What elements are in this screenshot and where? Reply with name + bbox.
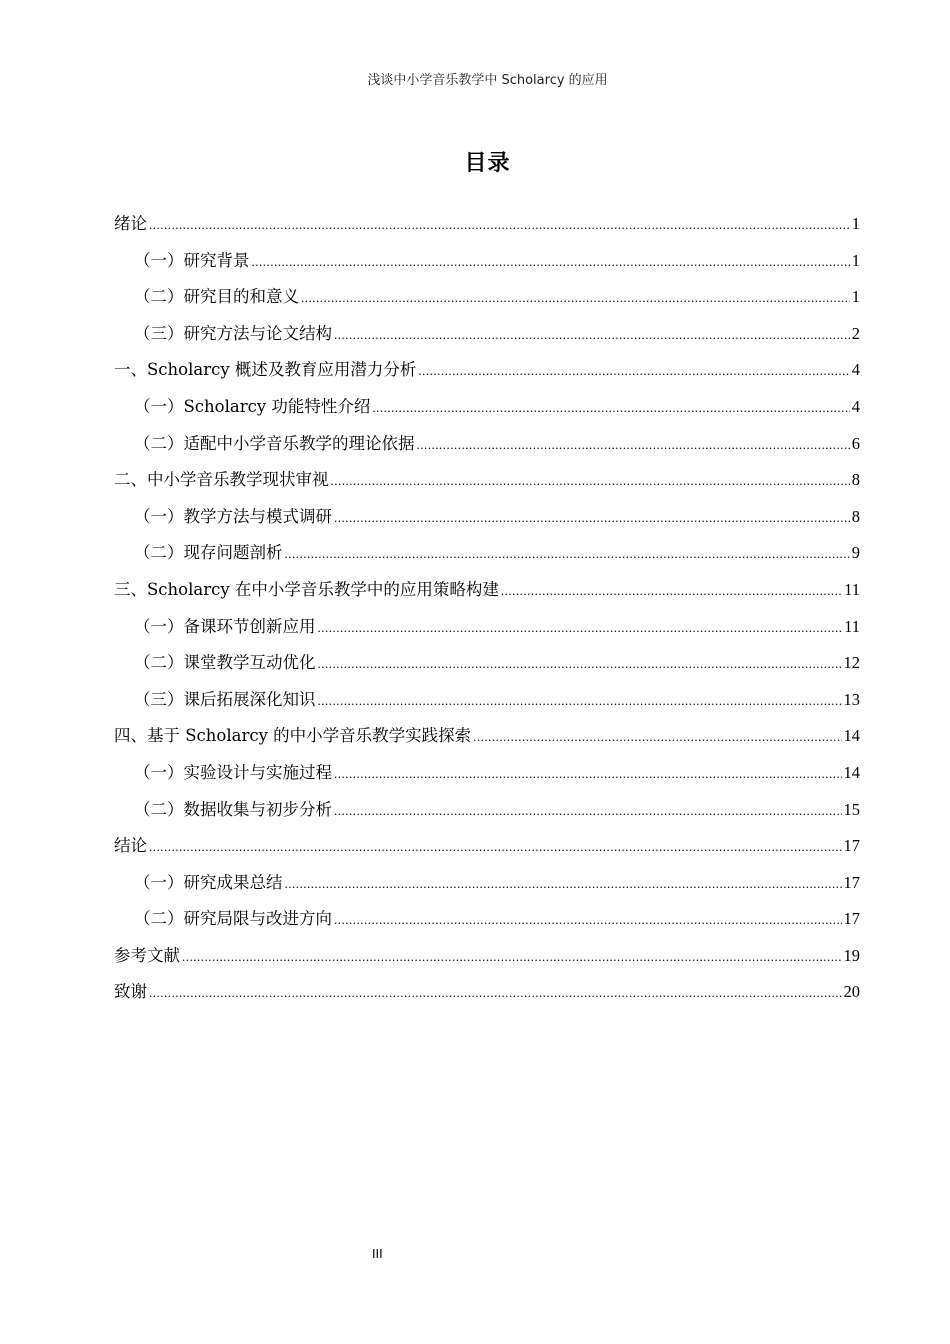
toc-entry[interactable]: [114, 462, 860, 499]
toc-entry-label: 致谢: [114, 982, 147, 1002]
toc-entry-label: （一）研究背景: [134, 250, 250, 270]
toc-entry-label: （一）教学方法与模式调研: [134, 506, 332, 526]
toc-entry-page: 1: [851, 214, 860, 233]
toc-entry[interactable]: [114, 755, 860, 792]
toc-dot-leader: [334, 902, 842, 939]
toc-dot-leader: [149, 829, 842, 866]
toc-entry-page: 1: [851, 250, 860, 270]
toc-entry-page: 12: [843, 653, 860, 673]
toc-entry-label: 二、中小学音乐教学现状审视: [114, 470, 329, 490]
toc-entry[interactable]: [114, 352, 860, 389]
toc-entry-page: 19: [843, 945, 860, 965]
toc-entry-page: 14: [843, 762, 860, 782]
toc-dot-leader: [182, 939, 842, 976]
toc-dot-leader: [318, 646, 842, 683]
toc-entry-label: （二）课堂教学互动优化: [134, 653, 316, 673]
toc-dot-leader: [331, 463, 850, 500]
toc-entry-page: 4: [851, 360, 860, 380]
toc-entry-label: 三、Scholarcy 在中小学音乐教学中的应用策略构建: [114, 579, 499, 599]
toc-entry-label: （一）备课环节创新应用: [134, 616, 316, 636]
toc-entry[interactable]: [114, 572, 860, 609]
toc-entry-label: （一）实验设计与实施过程: [134, 762, 332, 782]
toc-dot-leader: [252, 244, 850, 281]
toc-entry[interactable]: [114, 718, 860, 755]
toc-entry[interactable]: [114, 828, 860, 865]
toc-entry-label: （一）研究成果总结: [134, 872, 283, 892]
toc-entry[interactable]: [114, 279, 860, 316]
toc-entry-page: 2: [851, 323, 860, 343]
toc-entry[interactable]: [114, 426, 860, 463]
table-of-contents: [114, 206, 860, 1011]
toc-entry-page: 8: [851, 470, 860, 490]
toc-entry[interactable]: [114, 316, 860, 353]
toc-dot-leader: [334, 317, 850, 354]
toc-entry-page: 13: [843, 689, 860, 709]
toc-entry-page: 9: [851, 543, 860, 563]
toc-entry[interactable]: [114, 535, 860, 572]
toc-entry-page: 14: [843, 726, 860, 746]
toc-entry-label: （一）Scholarcy 功能特性介绍: [134, 396, 371, 416]
page-number: III: [372, 1247, 383, 1261]
toc-dot-leader: [501, 573, 842, 610]
toc-dot-leader: [334, 756, 842, 793]
toc-entry[interactable]: [114, 938, 860, 975]
toc-entry-label: （二）数据收集与初步分析: [134, 799, 332, 819]
toc-entry-page: 1: [851, 287, 860, 307]
toc-entry[interactable]: [114, 389, 860, 426]
toc-entry[interactable]: [114, 974, 860, 1011]
toc-entry-page: 17: [843, 872, 860, 892]
toc-dot-leader: [334, 500, 850, 537]
toc-entry[interactable]: [114, 243, 860, 280]
toc-entry-page: 4: [851, 396, 860, 416]
toc-entry-label: （二）研究目的和意义: [134, 287, 299, 307]
toc-entry[interactable]: [114, 792, 860, 829]
toc-entry-page: 6: [851, 433, 860, 453]
toc-entry[interactable]: [114, 609, 860, 646]
toc-entry-page: 11: [844, 579, 860, 599]
toc-dot-leader: [334, 793, 842, 830]
toc-dot-leader: [417, 427, 850, 464]
toc-entry-label: （二）研究局限与改进方向: [134, 909, 332, 929]
toc-dot-leader: [473, 719, 841, 756]
toc-entry-label: 结论: [114, 836, 147, 856]
toc-entry-label: （三）课后拓展深化知识: [134, 689, 316, 709]
toc-dot-leader: [418, 353, 849, 390]
toc-entry[interactable]: [114, 499, 860, 536]
toc-entry-page: 8: [851, 506, 860, 526]
toc-entry-label: 四、基于 Scholarcy 的中小学音乐教学实践探索: [114, 726, 472, 746]
toc-dot-leader: [149, 207, 850, 244]
toc-dot-leader: [318, 683, 842, 720]
toc-entry-page: 15: [843, 799, 860, 819]
toc-entry-label: （二）现存问题剖析: [134, 543, 283, 563]
toc-dot-leader: [149, 975, 842, 1012]
running-header: 浅谈中小学音乐教学中 Scholarcy 的应用: [367, 73, 608, 88]
toc-title: 目录: [464, 151, 511, 176]
toc-entry-label: （二）适配中小学音乐教学的理论依据: [134, 433, 415, 453]
toc-entry-page: 20: [843, 982, 860, 1002]
toc-entry-label: （三）研究方法与论文结构: [134, 323, 332, 343]
toc-dot-leader: [285, 866, 842, 903]
toc-entry-label: 参考文献: [114, 945, 180, 965]
toc-entry[interactable]: [114, 682, 860, 719]
toc-dot-leader: [301, 280, 850, 317]
toc-entry-label: 绪论: [114, 214, 147, 233]
toc-entry-page: 17: [843, 836, 860, 856]
toc-entry-page: 17: [843, 909, 860, 929]
toc-entry-label: 一、Scholarcy 概述及教育应用潜力分析: [114, 360, 417, 380]
toc-entry[interactable]: [114, 206, 860, 243]
toc-entry-page: 11: [844, 616, 860, 636]
toc-entry[interactable]: [114, 901, 860, 938]
toc-dot-leader: [318, 610, 843, 647]
toc-entry[interactable]: [114, 865, 860, 902]
toc-entry[interactable]: [114, 645, 860, 682]
toc-dot-leader: [285, 536, 850, 573]
toc-dot-leader: [372, 390, 849, 427]
